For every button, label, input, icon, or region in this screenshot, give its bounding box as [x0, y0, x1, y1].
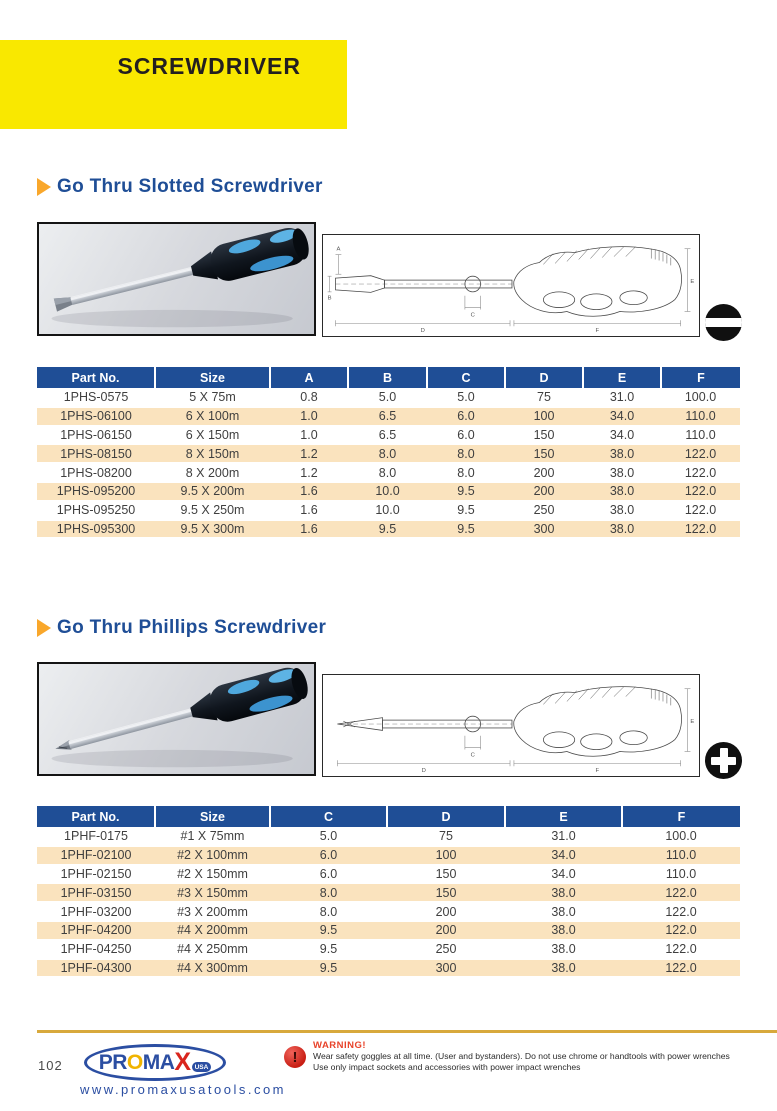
- dimension-label-e: E: [690, 279, 695, 286]
- table-cell: 1.6: [270, 482, 348, 501]
- table-row: [37, 883, 740, 902]
- table-row: [37, 426, 740, 445]
- table-cell: 1PHS-095200: [37, 482, 155, 501]
- dimension-label-b: B: [327, 295, 332, 302]
- warning-icon: [284, 1046, 306, 1068]
- table-row: [37, 865, 740, 884]
- table-row: [37, 501, 740, 520]
- section-header-slotted: [37, 176, 323, 198]
- table-cell: 200: [387, 921, 505, 940]
- table-cell: 8 X 150m: [155, 444, 270, 463]
- warning-line-2: Use only impact sockets and accessories with power impact wrenches: [313, 1062, 581, 1072]
- table-cell: 34.0: [583, 426, 661, 445]
- table-cell: 38.0: [505, 883, 622, 902]
- table-cell: 122.0: [622, 940, 740, 959]
- table-row: [37, 846, 740, 865]
- table-cell: 9.5 X 250m: [155, 501, 270, 520]
- table-row: [37, 482, 740, 501]
- table-row: [37, 827, 740, 846]
- website-url: www.promaxusatools.com: [80, 1082, 286, 1097]
- table-cell: 1.2: [270, 444, 348, 463]
- table-cell: 6.0: [270, 865, 387, 884]
- table-cell: 10.0: [348, 501, 427, 520]
- product-photo-phillips: [37, 662, 316, 776]
- table-cell: 6.0: [427, 426, 505, 445]
- table-cell: 1PHS-095300: [37, 520, 155, 539]
- column-header: Size: [155, 367, 270, 388]
- table-cell: 1.0: [270, 407, 348, 426]
- table-cell: 38.0: [583, 482, 661, 501]
- section-arrow-icon: [37, 619, 51, 637]
- table-cell: 38.0: [583, 444, 661, 463]
- table-cell: 1PHS-0575: [37, 388, 155, 407]
- category-banner: [0, 40, 347, 129]
- table-cell: #3 X 200mm: [155, 902, 270, 921]
- table-cell: 8.0: [348, 444, 427, 463]
- table-cell: #2 X 100mm: [155, 846, 270, 865]
- table-cell: 1PHS-06150: [37, 426, 155, 445]
- table-cell: 1PHF-04250: [37, 940, 155, 959]
- table-row: [37, 388, 740, 407]
- phillips-screwdriver-image: [39, 664, 314, 774]
- technical-drawing-slotted: [322, 234, 700, 337]
- table-cell: 34.0: [583, 407, 661, 426]
- column-header: A: [270, 367, 348, 388]
- table-cell: 150: [387, 883, 505, 902]
- table-cell: 250: [387, 940, 505, 959]
- warning-title: WARNING!: [313, 1040, 367, 1051]
- table-row: [37, 520, 740, 539]
- table-cell: 1PHF-04300: [37, 959, 155, 978]
- technical-drawing-phillips: [322, 674, 700, 777]
- product-photo-slotted: [37, 222, 316, 336]
- table-cell: 6.5: [348, 407, 427, 426]
- slotted-screwdriver-image: [39, 224, 314, 334]
- table-cell: 1.0: [270, 426, 348, 445]
- table-cell: #4 X 200mm: [155, 921, 270, 940]
- logo-text-pr: PR: [98, 1051, 127, 1074]
- table-cell: 8.0: [427, 463, 505, 482]
- column-header: F: [622, 806, 740, 827]
- table-cell: 300: [505, 520, 583, 539]
- table-cell: 38.0: [583, 501, 661, 520]
- table-row: [37, 444, 740, 463]
- table-cell: 300: [387, 959, 505, 978]
- table-cell: 1PHF-0175: [37, 827, 155, 846]
- table-cell: 6 X 100m: [155, 407, 270, 426]
- table-cell: 1.6: [270, 501, 348, 520]
- dimension-label-f: F: [595, 768, 600, 775]
- table-cell: 100.0: [661, 388, 740, 407]
- table-row: [37, 407, 740, 426]
- logo-text-x: X: [174, 1048, 191, 1076]
- table-row: [37, 921, 740, 940]
- table-cell: 0.8: [270, 388, 348, 407]
- table-cell: 9.5: [270, 940, 387, 959]
- section-arrow-icon: [37, 178, 51, 196]
- table-row: [37, 902, 740, 921]
- table-cell: 38.0: [505, 940, 622, 959]
- table-cell: 9.5: [427, 520, 505, 539]
- column-header: E: [505, 806, 622, 827]
- spec-table-phillips: [37, 806, 740, 978]
- table-cell: 100.0: [622, 827, 740, 846]
- table-cell: 150: [505, 426, 583, 445]
- table-cell: 9.5: [427, 501, 505, 520]
- table-cell: 8.0: [270, 883, 387, 902]
- column-header: D: [387, 806, 505, 827]
- table-cell: 1PHF-02150: [37, 865, 155, 884]
- table-cell: 31.0: [505, 827, 622, 846]
- logo-usa-badge: USA: [192, 1062, 212, 1072]
- logo-text-o: O: [126, 1051, 143, 1074]
- table-cell: 1PHF-03150: [37, 883, 155, 902]
- table-cell: 8.0: [427, 444, 505, 463]
- table-cell: 1PHS-095250: [37, 501, 155, 520]
- table-cell: 1PHF-03200: [37, 902, 155, 921]
- phillips-tip-icon: [705, 742, 742, 779]
- table-cell: 38.0: [583, 520, 661, 539]
- table-header-row: [37, 367, 740, 388]
- table-cell: 122.0: [622, 883, 740, 902]
- column-header: Part No.: [37, 367, 155, 388]
- table-cell: 122.0: [622, 921, 740, 940]
- table-cell: 122.0: [661, 463, 740, 482]
- table-cell: 75: [505, 388, 583, 407]
- section-header-phillips: [37, 617, 326, 639]
- column-header: C: [270, 806, 387, 827]
- table-row: [37, 959, 740, 978]
- table-cell: 5 X 75m: [155, 388, 270, 407]
- table-cell: 9.5: [270, 921, 387, 940]
- table-cell: 1PHS-08200: [37, 463, 155, 482]
- footer-divider: [37, 1030, 777, 1033]
- table-cell: 6 X 150m: [155, 426, 270, 445]
- table-cell: 200: [505, 463, 583, 482]
- table-cell: 1PHS-06100: [37, 407, 155, 426]
- table-cell: 110.0: [661, 426, 740, 445]
- table-cell: 6.0: [427, 407, 505, 426]
- table-cell: 9.5: [270, 959, 387, 978]
- table-cell: 38.0: [583, 463, 661, 482]
- table-cell: 5.0: [427, 388, 505, 407]
- table-cell: 38.0: [505, 902, 622, 921]
- table-cell: 10.0: [348, 482, 427, 501]
- table-cell: 110.0: [622, 846, 740, 865]
- dimension-label-e: E: [690, 719, 695, 726]
- dimension-label-a: A: [336, 246, 341, 253]
- dimension-label-d: D: [420, 328, 425, 335]
- table-cell: 1.2: [270, 463, 348, 482]
- slotted-tip-icon: [705, 304, 742, 341]
- table-cell: 100: [505, 407, 583, 426]
- table-cell: 9.5: [348, 520, 427, 539]
- table-cell: 122.0: [622, 959, 740, 978]
- table-cell: 122.0: [661, 520, 740, 539]
- section-title: Go Thru Slotted Screwdriver: [57, 176, 323, 197]
- table-cell: 8.0: [270, 902, 387, 921]
- dimension-label-d: D: [421, 768, 426, 775]
- table-cell: 150: [387, 865, 505, 884]
- promax-logo: [84, 1044, 226, 1081]
- spec-table-slotted: [37, 367, 740, 539]
- table-cell: #4 X 300mm: [155, 959, 270, 978]
- table-cell: #1 X 75mm: [155, 827, 270, 846]
- table-cell: 250: [505, 501, 583, 520]
- column-header: B: [348, 367, 427, 388]
- logo-text-ma: MA: [142, 1051, 175, 1074]
- table-cell: #3 X 150mm: [155, 883, 270, 902]
- table-cell: 6.0: [270, 846, 387, 865]
- table-cell: 38.0: [505, 921, 622, 940]
- table-cell: 122.0: [661, 444, 740, 463]
- table-row: [37, 940, 740, 959]
- column-header: C: [427, 367, 505, 388]
- table-cell: 1PHF-02100: [37, 846, 155, 865]
- table-cell: 122.0: [661, 501, 740, 520]
- warning-block: [313, 1040, 763, 1073]
- table-row: [37, 463, 740, 482]
- table-cell: 150: [505, 444, 583, 463]
- table-cell: 75: [387, 827, 505, 846]
- dimension-label-c: C: [470, 312, 475, 319]
- table-cell: 1PHF-04200: [37, 921, 155, 940]
- column-header: D: [505, 367, 583, 388]
- table-cell: 6.5: [348, 426, 427, 445]
- column-header: Part No.: [37, 806, 155, 827]
- table-cell: 8 X 200m: [155, 463, 270, 482]
- table-cell: 5.0: [270, 827, 387, 846]
- table-cell: 110.0: [661, 407, 740, 426]
- table-cell: 31.0: [583, 388, 661, 407]
- table-cell: 122.0: [622, 902, 740, 921]
- table-header-row: [37, 806, 740, 827]
- table-cell: 9.5: [427, 482, 505, 501]
- table-cell: #4 X 250mm: [155, 940, 270, 959]
- column-header: F: [661, 367, 740, 388]
- table-cell: 38.0: [505, 959, 622, 978]
- table-cell: 34.0: [505, 865, 622, 884]
- table-cell: 122.0: [661, 482, 740, 501]
- table-cell: 1PHS-08150: [37, 444, 155, 463]
- page-title: SCREWDRIVER: [117, 53, 301, 79]
- table-cell: 200: [387, 902, 505, 921]
- table-cell: 110.0: [622, 865, 740, 884]
- table-cell: 34.0: [505, 846, 622, 865]
- column-header: E: [583, 367, 661, 388]
- column-header: Size: [155, 806, 270, 827]
- table-cell: 5.0: [348, 388, 427, 407]
- table-cell: 100: [387, 846, 505, 865]
- dimension-label-f: F: [595, 328, 600, 335]
- section-title: Go Thru Phillips Screwdriver: [57, 617, 327, 638]
- table-cell: 9.5 X 300m: [155, 520, 270, 539]
- table-cell: 200: [505, 482, 583, 501]
- table-cell: 9.5 X 200m: [155, 482, 270, 501]
- page-number: 102: [38, 1058, 63, 1073]
- dimension-label-c: C: [470, 752, 475, 759]
- warning-line-1: Wear safety goggles at all time. (User and bystanders). Do not use chrome or handtools with power wrenches: [313, 1051, 730, 1061]
- table-cell: 8.0: [348, 463, 427, 482]
- table-cell: #2 X 150mm: [155, 865, 270, 884]
- table-cell: 1.6: [270, 520, 348, 539]
